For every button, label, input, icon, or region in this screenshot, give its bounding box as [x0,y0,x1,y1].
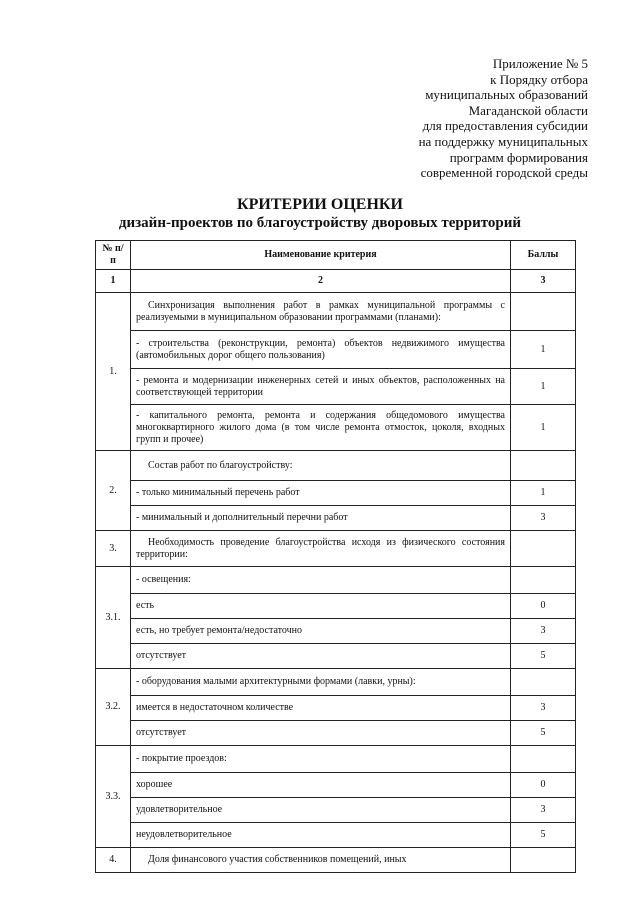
table-row [96,531,576,567]
table-row [96,823,576,848]
criterion-text: отсутствует [131,721,511,746]
criterion-score: 1 [511,405,576,451]
criterion-text: - освещения: [131,567,511,594]
table-row [96,567,576,594]
criterion-score: 3 [511,619,576,644]
criteria-table-body [96,241,576,873]
criterion-text: - оборудования малыми архитектурными формами (лавки, урны): [131,669,511,696]
index-cell: 2 [131,270,511,293]
appendix-line: муниципальных образований [425,87,588,103]
criterion-text: - минимальный и дополнительный перечни работ [131,506,511,531]
criterion-text: есть, но требует ремонта/недостаточно [131,619,511,644]
criterion-text: - капитального ремонта, ремонта и содержания общедомового имущества многоквартирного жилого дома (в том числе ремонта отмосток, цоколя, входных групп и прочее) [131,405,511,451]
criterion-score [511,669,576,696]
criterion-text: Состав работ по благоустройству: [131,451,511,481]
criterion-text: отсутствует [131,644,511,669]
criterion-score: 3 [511,696,576,721]
criterion-text: - строительства (реконструкции, ремонта) объектов недвижимого имущества (автомобильных дорог общего пользования) [131,331,511,369]
criterion-number: 3.3. [96,746,131,848]
criterion-text: неудовлетворительное [131,823,511,848]
document-subtitle: дизайн-проектов по благоустройству дворовых территорий [118,215,522,231]
criterion-number: 1. [96,293,131,451]
table-row [96,619,576,644]
criterion-text: есть [131,594,511,619]
appendix-line: программ формирования [449,149,588,165]
table-row [96,331,576,369]
table-row [96,644,576,669]
header-criterion: Наименование критерия [131,241,511,270]
appendix-line: к Порядку отбора [490,71,588,87]
index-cell: 1 [96,270,131,293]
header-number: № п/п [96,241,131,270]
criterion-number: 3.1. [96,567,131,669]
table-row [96,506,576,531]
table-header-row [96,241,576,270]
criterion-score [511,746,576,773]
appendix-line: на поддержку муниципальных [418,133,588,149]
table-index-row [96,270,576,293]
appendix-note [288,56,588,181]
table-row [96,451,576,481]
criterion-score: 1 [511,481,576,506]
table-row [96,721,576,746]
table-row [96,594,576,619]
criterion-score: 1 [511,369,576,405]
criterion-score [511,567,576,594]
criterion-text: удовлетворительное [131,798,511,823]
criterion-text: - покрытие проездов: [131,746,511,773]
criterion-text: имеется в недостаточном количестве [131,696,511,721]
criterion-score: 0 [511,773,576,798]
criterion-score: 5 [511,644,576,669]
table-row [96,405,576,451]
table-row [96,746,576,773]
index-cell: 3 [511,270,576,293]
table-row [96,773,576,798]
table-row [96,669,576,696]
criterion-score [511,293,576,331]
table-row [96,798,576,823]
criterion-score [511,531,576,567]
document-title: КРИТЕРИИ ОЦЕНКИ [237,196,403,213]
criterion-text: хорошее [131,773,511,798]
criteria-table [95,240,576,873]
criterion-number: 2. [96,451,131,531]
criterion-score [511,451,576,481]
criterion-number: 3.2. [96,669,131,746]
table-row [96,481,576,506]
table-row [96,369,576,405]
appendix-line: современной городской среды [420,165,588,181]
criterion-score: 0 [511,594,576,619]
table-row [96,293,576,331]
criterion-text: Необходимость проведение благоустройства исходя из физического состояния территории: [131,531,511,567]
criterion-text: Доля финансового участия собственников помещений, иных [131,848,511,873]
table-row [96,848,576,873]
criterion-score: 1 [511,331,576,369]
criterion-text: - ремонта и модернизации инженерных сетей и иных объектов, расположенных на соответствующей территории [131,369,511,405]
criterion-number: 4. [96,848,131,873]
table-row [96,696,576,721]
criterion-score: 5 [511,721,576,746]
appendix-line: Приложение № 5 [492,56,588,71]
criterion-text: - только минимальный перечень работ [131,481,511,506]
document-title-block [0,196,640,232]
criterion-score: 3 [511,506,576,531]
criterion-score: 5 [511,823,576,848]
criterion-text: Синхронизация выполнения работ в рамках муниципальной программы с реализуемыми в муниципальном образовании программами (планами): [131,293,511,331]
appendix-line: для предоставления субсидии [422,118,588,134]
appendix-line: Магаданской области [468,102,588,118]
criterion-score [511,848,576,873]
criterion-score: 3 [511,798,576,823]
header-score: Баллы [511,241,576,270]
criterion-number: 3. [96,531,131,567]
